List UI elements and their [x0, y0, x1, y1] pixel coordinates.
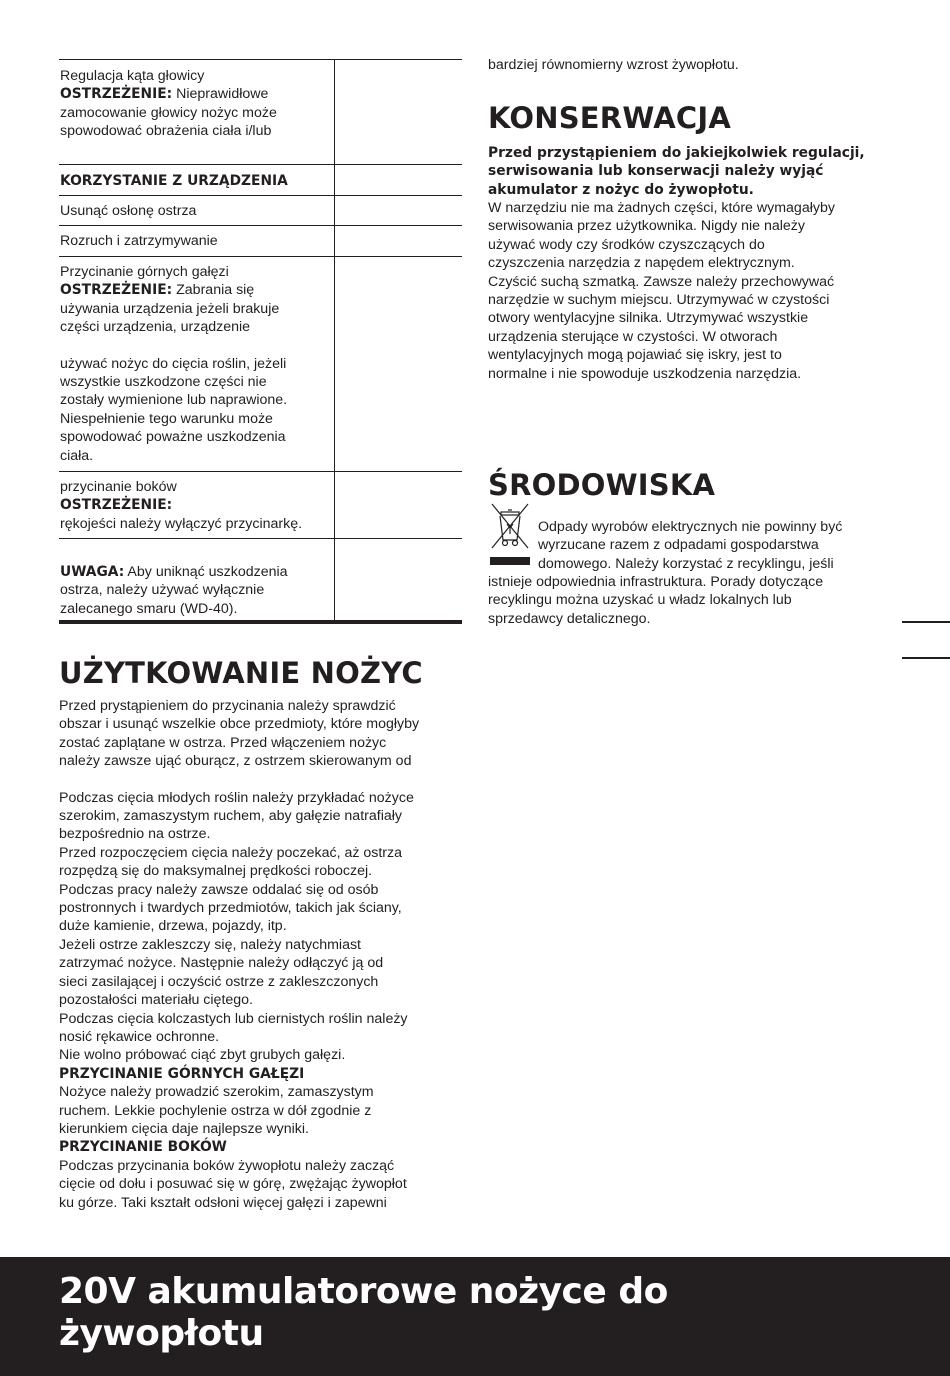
table-row: [59, 196, 462, 226]
warning-text: rękojeści należy wyłączyć przycinarkę.: [60, 515, 303, 532]
table-row-title: Przycinanie górnych gałęzi: [60, 264, 229, 280]
usage-section: [59, 656, 469, 690]
conservation-section: [488, 101, 908, 135]
page-marker-line: [902, 621, 950, 623]
table-row: [59, 539, 462, 624]
table-row-title: Usunąć osłonę ostrza: [60, 203, 197, 219]
sides-text: Podczas przycinania boków żywopłotu należy zacząć cięcie od dołu i posuwać się w górę, zwężając żywopłot ku górze. Taki kształt odsłoni więcej gałęzi i zapewni: [59, 1157, 407, 1211]
table-row: [59, 472, 462, 539]
environment-heading: ŚRODOWISKA: [488, 468, 716, 502]
warning-text-continued: używać nożyc do cięcia roślin, jeżeli wszystkie uszkodzone części nie zostały wymienione lub naprawione. Niespełnienie tego warunku może spowodować poważne uszkodzenia ciała.: [60, 355, 288, 464]
usage-instructions: Podczas cięcia młodych roślin należy przykładać nożyce szerokim, zamaszystym ruchem, aby gałęzie natrafiały bezpośrednio na ostrze. Przed rozpoczęciem cięcia należy poczekać, aż ostrza rozpędzą się do maksymalnej prędkości roboczej. Podczas pracy należy zawsze oddalać się od osób postronnych i twardych przedmiotów, takich jak ściany, duże kamienie, drzewa, pojazdy, itp. Jeżeli ostrze zakleszczy się, należy natychmiast zatrzymać nożyce. Następnie należy odłączyć ją od sieci zasilającej i oczyścić ostrze z zakleszczonych pozostałości materiału ciętego. Podczas cięcia kolczastych lub ciernistych roślin należy nosić rękawice ochronne. Nie wolno próbować ciąć zbyt grubych gałęzi.: [59, 789, 414, 1064]
usage-intro: Przed prystąpieniem do przycinania należy sprawdzić obszar i usunąć wszelkie obce przedmioty, które mogłyby zostać zaplątane w ostrza. Przed włączeniem nożyc należy zawsze ująć oburącz, z ostrzem skierowanym od: [59, 698, 420, 770]
instructions-table: [59, 59, 462, 624]
table-row-title: przycinanie boków: [60, 479, 177, 495]
table-row-title: Rozruch i zatrzymywanie: [60, 233, 218, 249]
footer-title: 20V akumulatorowe nożyce do żywopłotu: [59, 1271, 668, 1354]
subheading-sides: PRZYCINANIE BOKÓW: [59, 1139, 227, 1156]
table-section-heading: KORZYSTANIE Z URZĄDZENIA: [60, 173, 288, 189]
warning-text: Nieprawidłowe zamocowanie głowicy nożyc może spowodować obrażenia ciała i/lub: [60, 86, 277, 140]
crossed-out-wheelie-bin-icon: [488, 502, 532, 568]
note-text: Aby uniknąć uszkodzenia ostrza, należy używać wyłącznie zalecanego smaru (WD-40).: [60, 564, 288, 617]
table-row: [59, 226, 462, 257]
continuation-text: bardziej równomierny wzrost żywopłotu.: [488, 57, 739, 73]
environment-text: istnieje odpowiednia infrastruktura. Porady dotyczące recyklingu można uzyskać u władz lokalnych lub sprzedawcy detalicznego.: [488, 574, 824, 627]
note-label: UWAGA:: [60, 564, 125, 580]
usage-heading: UŻYTKOWANIE NOŻYC: [59, 656, 423, 690]
warning-label: OSTRZEŻENIE:: [60, 86, 173, 103]
warning-text: Zabrania się używania urządzenia jeżeli brakuje części urządzenia, urządzenie: [60, 282, 280, 336]
conservation-text: W narzędziu nie ma żadnych części, które wymagałyby serwisowania przez użytkownika. Nigdy nie należy używać wody czy środków czyszczących do czyszczenia narzędzia z napędem elektrycznym. Czyścić suchą szmatką. Zawsze należy przechowywać narzędzie w suchym miejscu. Utrzymywać w czystości otwory wentylacyjne silnika. Utrzymywać wszystkie urządzenia sterujące w czystości. W otworach wentylacyjnych mogą pojawiać się iskry, jest to normalne i nie spowoduje uszkodzenia narzędzia.: [488, 199, 835, 382]
environment-section: [488, 468, 908, 502]
table-row: [59, 165, 462, 196]
page-marker-line: [902, 657, 950, 659]
subheading-top-branches: PRZYCINANIE GÓRNYCH GAŁĘZI: [59, 1065, 305, 1082]
environment-line-2: wyrzucane razem z odpadami gospodarstwa: [538, 537, 819, 554]
conservation-heading: KONSERWACJA: [488, 101, 731, 135]
warning-label: OSTRZEŻENIE:: [60, 497, 173, 514]
environment-line-1: Odpady wyrobów elektrycznych nie powinny być: [538, 519, 843, 535]
table-row: [59, 257, 462, 472]
top-branches-text: Nożyce należy prowadzić szerokim, zamaszystym ruchem. Lekkie pochylenie ostrza w dół zgodnie z kierunkiem cięcia daje najlepsze wyniki.: [59, 1084, 374, 1137]
environment-line-3: domowego. Należy korzystać z recyklingu, jeśli: [538, 555, 834, 572]
table-row: [59, 60, 462, 165]
warning-label: OSTRZEŻENIE:: [60, 282, 173, 299]
table-row-title: Regulacja kąta głowicy: [60, 68, 205, 84]
footer-banner: [0, 1257, 950, 1376]
conservation-warning: Przed przystąpieniem do jakiejkolwiek regulacji, serwisowania lub konserwacji należy wyjąć akumulator z nożyc do żywopłotu.: [488, 145, 865, 198]
